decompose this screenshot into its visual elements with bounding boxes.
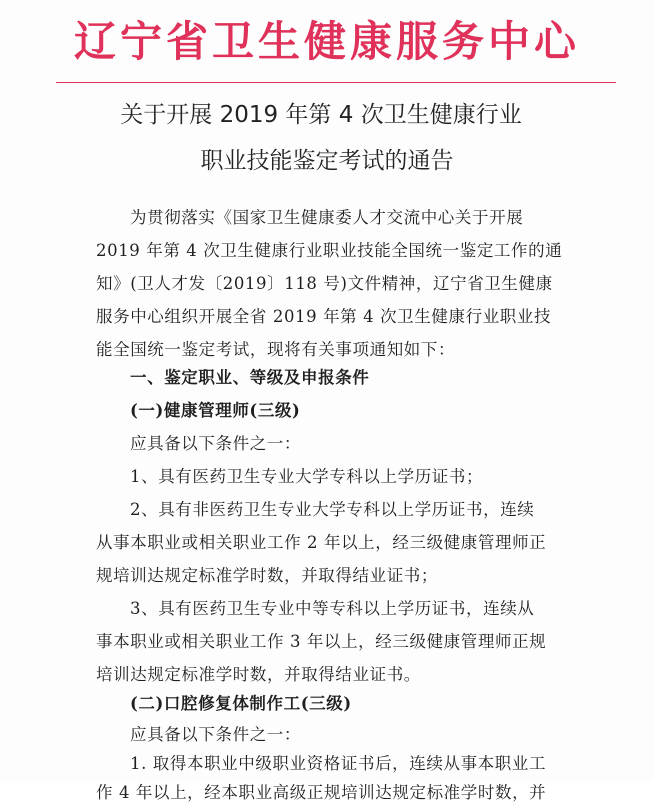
list-item: 1、具有医药卫生专业大学专科以上学历证书；: [130, 467, 484, 486]
paragraph-line: 为贯彻落实《国家卫生健康委人才交流中心关于开展: [130, 208, 524, 227]
notice-title-line-2: 职业技能鉴定考试的通告: [200, 148, 454, 174]
section-heading: 一、鉴定职业、等级及申报条件: [130, 368, 370, 387]
subsection-heading: (二)口腔修复体制作工(三级): [130, 694, 352, 713]
list-item: 2、具有非医药卫生专业大学专科以上学历证书，连续: [130, 500, 535, 519]
notice-title-line-1: 关于开展 2019 年第 4 次卫生健康行业: [120, 102, 522, 128]
paragraph-line: 知》(卫人才发〔2019〕118 号)文件精神，辽宁省卫生健康: [96, 274, 553, 293]
paragraph-line: 从事本职业或相关职业工作 2 年以上，经三级健康管理师正: [96, 533, 547, 552]
letterhead: 辽宁省卫生健康服务中心: [73, 17, 580, 66]
paragraph-line: 作 4 年以上，经本职业高级正规培训达规定标准学时数，并: [96, 783, 547, 802]
paragraph-line: 服务中心组织开展全省 2019 年第 4 次卫生健康行业职业技: [96, 307, 552, 326]
paragraph-line: 培训达规定标准学时数，并取得结业证书。: [96, 665, 421, 684]
paragraph-line: 规培训达规定标准学时数，并取得结业证书；: [96, 566, 438, 585]
paragraph-line: 应具备以下条件之一：: [130, 434, 301, 453]
list-item: 1. 取得本职业中级职业资格证书后，连续从事本职业工: [130, 754, 547, 773]
subsection-heading: (一)健康管理师(三级): [130, 401, 301, 420]
list-item: 3、具有医药卫生专业中等专科以上学历证书，连续从: [130, 599, 535, 618]
paragraph-line: 2019 年第 4 次卫生健康行业职业技能全国统一鉴定工作的通: [96, 241, 563, 260]
letterhead-rule: [56, 82, 616, 83]
paragraph-line: 能全国统一鉴定考试，现将有关事项通知如下：: [96, 340, 456, 359]
paragraph-line: 事本职业或相关职业工作 3 年以上，经三级健康管理师正规: [96, 632, 547, 651]
paragraph-line: 应具备以下条件之一：: [130, 725, 301, 744]
